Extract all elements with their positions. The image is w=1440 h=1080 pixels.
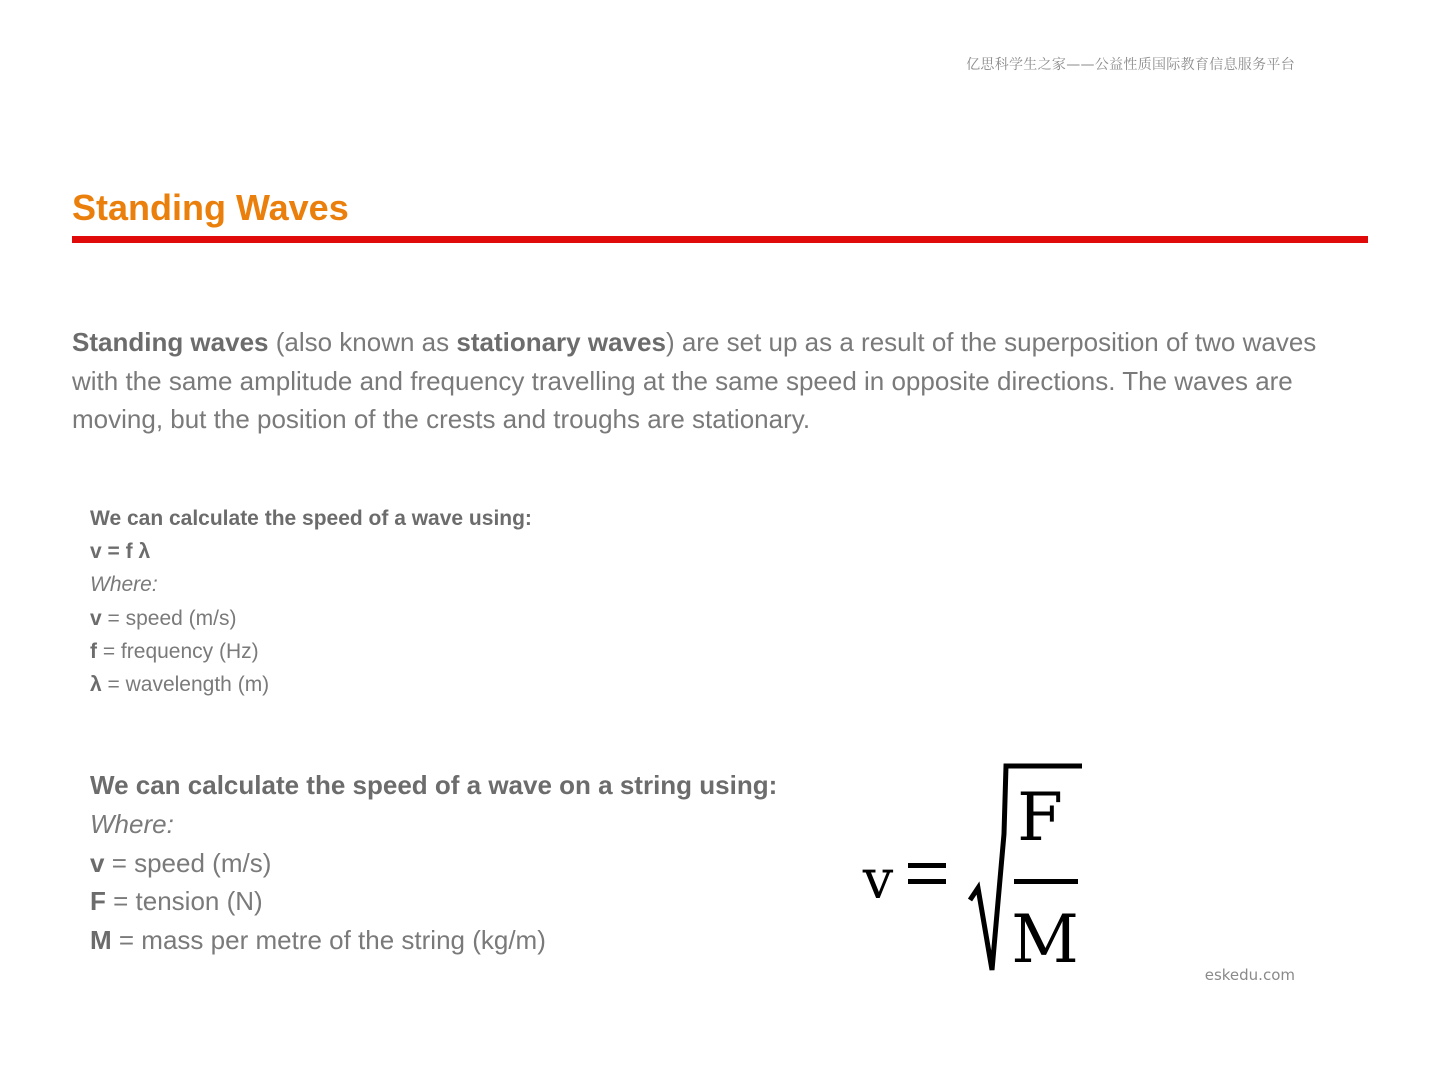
formula-equals-sign xyxy=(908,863,946,884)
wave-speed-where: Where: xyxy=(90,573,158,597)
variable-description: = wavelength (m) xyxy=(101,673,270,697)
variable-definition xyxy=(90,635,532,668)
variable-description: = frequency (Hz) xyxy=(97,639,259,663)
title-divider xyxy=(72,236,1368,243)
variable-definition xyxy=(90,844,777,883)
intro-term-stationary-waves: stationary waves xyxy=(456,327,666,357)
variable-definition xyxy=(90,882,777,921)
footer-source: eskedu.com xyxy=(1204,966,1295,984)
string-speed-formula xyxy=(858,760,1088,978)
variable-definition xyxy=(90,602,532,635)
header-tagline: 亿思科学生之家——公益性质国际教育信息服务平台 xyxy=(966,57,1295,73)
variable-symbol: λ xyxy=(90,673,102,697)
variable-symbol: M xyxy=(90,925,112,956)
wave-speed-heading: We can calculate the speed of a wave using: xyxy=(90,507,532,530)
variable-symbol: v xyxy=(90,606,102,630)
variable-description: = speed (m/s) xyxy=(104,847,272,878)
variable-definition xyxy=(90,921,777,960)
string-speed-section xyxy=(90,766,777,960)
variable-description: = tension (N) xyxy=(105,886,263,917)
intro-term-standing-waves: Standing waves xyxy=(72,327,269,357)
variable-symbol: F xyxy=(90,886,106,917)
wave-speed-section xyxy=(90,502,532,701)
slide-title: Standing Waves xyxy=(72,187,349,228)
intro-paragraph xyxy=(72,323,1362,439)
formula-lhs: v xyxy=(862,848,894,911)
intro-text-2: ) are set up as a result of the superposition of two waves with the same amplitude and frequency travelling at the same speed in opposite directions. The waves are moving, but the position of the crests and troughs are stationary. xyxy=(72,327,1317,434)
formula-denominator: M xyxy=(1011,901,1079,978)
variable-definition xyxy=(90,668,532,701)
string-speed-where: Where: xyxy=(90,808,174,839)
fraction-bar xyxy=(1014,879,1078,884)
intro-text-1: (also known as xyxy=(268,327,457,357)
variable-symbol: f xyxy=(90,639,97,663)
wave-speed-equation: v = f λ xyxy=(90,540,151,564)
variable-description: = speed (m/s) xyxy=(101,606,237,630)
variable-symbol: v xyxy=(90,847,105,878)
formula-numerator: F xyxy=(1017,779,1063,856)
string-speed-heading: We can calculate the speed of a wave on a string using: xyxy=(90,770,778,800)
variable-description: = mass per metre of the string (kg/m) xyxy=(111,925,546,956)
formula-equals-text: = xyxy=(926,884,928,885)
